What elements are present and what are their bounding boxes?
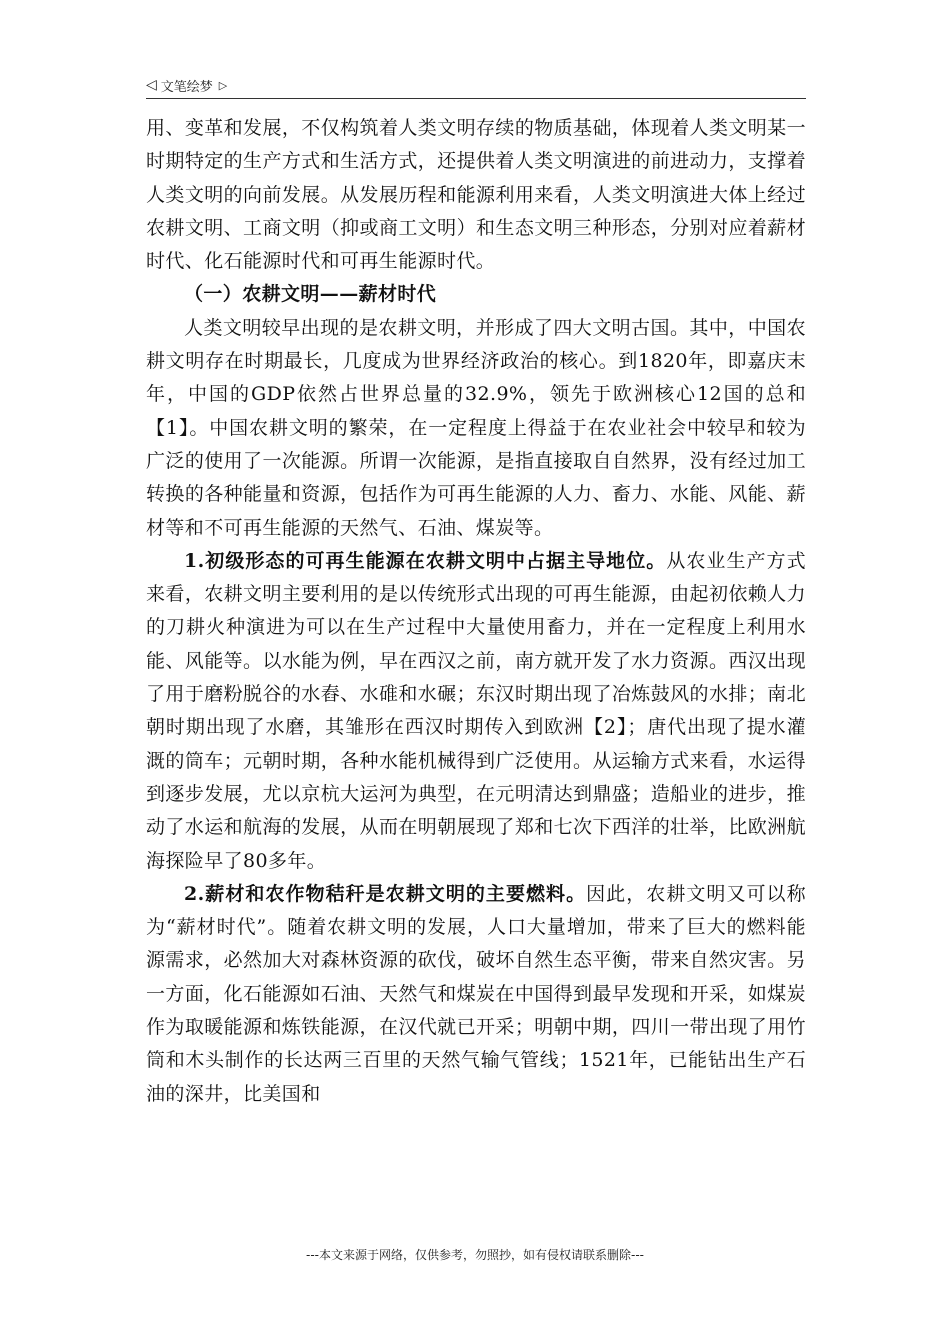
paragraph-2: 人类文明较早出现的是农耕文明，并形成了四大文明古国。其中，中国农耕文明存在时期最长，几度成为世界经济政治的核心。到1820年，即嘉庆末年，中国的GDP依然占世界总量的32.9%，领先于欧洲核心12国的总和【1】。中国农耕文明的繁荣，在一定程度上得益于在农业社会中较早和较为广泛的使用了一次能源。所谓一次能源，是指直接取自自然界，没有经过加工转换的各种能量和资源，包括作为可再生能源的人力、畜力、水能、风能、薪材等和不可再生能源的天然气、石油、煤炭等。 bbox=[146, 316, 806, 539]
page-header bbox=[146, 74, 804, 96]
paragraph-4-text: 因此，农耕文明又可以称为“薪材时代”。随着农耕文明的发展，人口大量增加，带来了巨大的燃料能源需求，必然加大对森林资源的砍伐，破坏自然生态平衡，带来自然灾害。另一方面，化石能源如石油、天然气和煤炭在中国得到最早发现和开采，如煤炭作为取暖能源和炼铁能源，在汉代就已开采；明朝中期，四川一带出现了用竹筒和木头制作的长达两三百里的天然气输气管线；1521年，已能钻出生产石油的深井，比美国和 bbox=[146, 882, 806, 1105]
paragraph-4 bbox=[146, 878, 806, 1111]
section-heading: （一）农耕文明——薪材时代 bbox=[184, 283, 437, 306]
page-footer: ---本文来源于网络，仅供参考，勿照抄，如有侵权请联系删除--- bbox=[306, 1248, 644, 1262]
paragraph-3-text: 从农业生产方式来看，农耕文明主要利用的是以传统形式出现的可再生能源，由起初依赖人力的刀耕火种演进为可以在生产过程中大量使用畜力，并在一定程度上利用水能、风能等。以水能为例，早在西汉之前，南方就开发了水力资源。西汉出现了用于磨粉脱谷的水舂、水碓和水碾；东汉时期出现了冶炼鼓风的水排；南北朝时期出现了水磨，其雏形在西汉时期传入到欧洲【2】；唐代出现了提水灌溉的筒车；元朝时期，各种水能机械得到广泛使用。从运输方式来看，水运得到逐步发展，尤以京杭大运河为典型，在元明清达到鼎盛；造船业的进步，推动了水运和航海的发展，从而在明朝展现了郑和七次下西洋的壮举，比欧洲航海探险早了80多年。 bbox=[146, 549, 806, 872]
right-triangle-icon: ▷ bbox=[218, 78, 228, 92]
document-body bbox=[146, 112, 806, 1111]
left-triangle-icon: ◁ bbox=[146, 77, 157, 93]
paragraph-3-lead: 1.初级形态的可再生能源在农耕文明中占据主导地位。 bbox=[184, 549, 667, 572]
paragraph-1: 用、变革和发展，不仅构筑着人类文明存续的物质基础，体现着人类文明某一时期特定的生产方式和生活方式，还提供着人类文明演进的前进动力，支撑着人类文明的向前发展。从发展历程和能源利用来看，人类文明演进大体上经过农耕文明、工商文明（抑或商工文明）和生态文明三种形态，分别对应着薪材时代、化石能源时代和可再生能源时代。 bbox=[146, 117, 806, 273]
header-title: 文笔绘梦 bbox=[160, 79, 213, 95]
paragraph-3 bbox=[146, 545, 806, 878]
header-rule bbox=[146, 98, 806, 99]
paragraph-4-lead: 2.薪材和农作物秸秆是农耕文明的主要燃料。 bbox=[184, 882, 587, 905]
